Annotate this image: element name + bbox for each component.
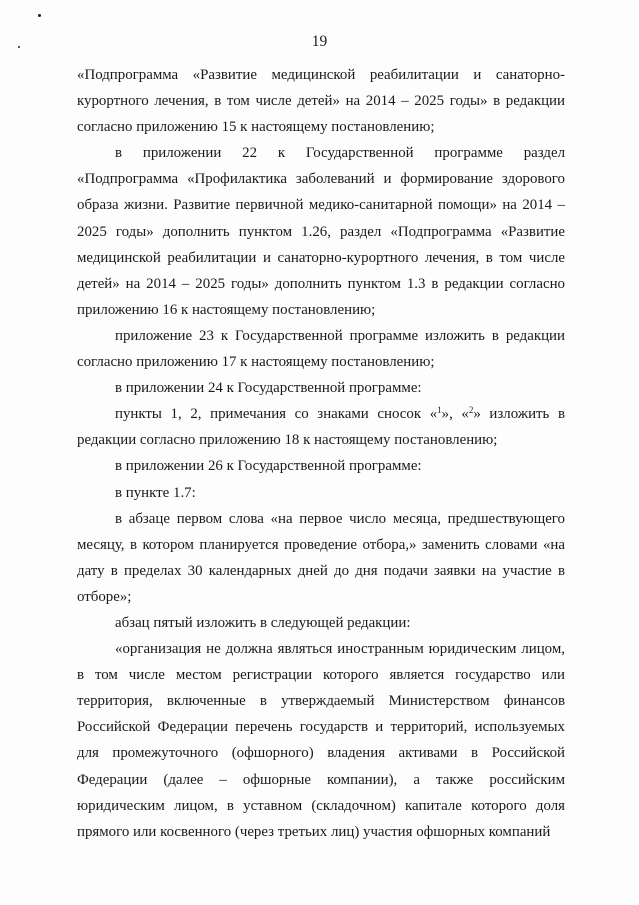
paragraph: в приложении 22 к Государственной программе раздел «Подпрограмма «Профилактика заболеваний и формирование здорового образа жизни. Развитие первичной медико-санитарной помощи» на 2014 – 2025 годы» дополнить пунктом 1.26, раздел «Подпрограмма «Развитие медицинской реабилитации и санаторно-курортного лечения, в том числе детей» на 2014 – 2025 годы» дополнить пунктом 1.3 в редакции согласно приложению 16 к настоящему постановлению; [77, 145, 565, 318]
footnote-mark: 2 [468, 405, 474, 416]
paragraph: в абзаце первом слова «на первое число месяца, предшествующего месяцу, в котором планируется проведение отбора,» заменить словами «на дату в пределах 30 календарных дней до дня подачи заявки на участие в отборе»; [77, 510, 565, 605]
paragraph: в приложении 24 к Государственной программе: [115, 380, 422, 397]
paragraph-text: » изложить в редакции согласно приложению 18 к настоящему постановлению; [77, 406, 565, 449]
paragraph: «организация не должна являться иностранным юридическим лицом, в том числе местом регистрации которого является государство или территория, включенные в утверждаемый Министерством финансов Российской Федерации перечень государств и территорий, используемых для промежуточного (офшорного) владения активами в Российской Федерации (далее – офшорные компании), а также российским юридическим лицом, в уставном (складочном) капитале которого доля прямого или косвенного (через третьих лиц) участия офшорных компаний [77, 641, 565, 840]
paragraph: в приложении 26 к Государственной программе: [115, 458, 422, 475]
paragraph: приложение 23 к Государственной программе изложить в редакции согласно приложению 17 к настоящему постановлению; [77, 327, 565, 371]
paragraph: в пункте 1.7: [115, 484, 196, 501]
footnote-mark: 1 [437, 405, 442, 416]
paragraph-with-footnote-marks [77, 401, 565, 453]
document-body [77, 62, 565, 845]
page-number: 19 [311, 33, 328, 50]
scan-speck [38, 14, 41, 17]
paragraph: «Подпрограмма «Развитие медицинской реабилитации и санаторно-курортного лечения, в том числе детей» на 2014 – 2025 годы» в редакции согласно приложению 15 к настоящему постановлению; [77, 67, 565, 136]
paragraph-text: », « [441, 406, 469, 423]
paragraph-text: пункты 1, 2, примечания со знаками сносок « [115, 406, 438, 423]
paragraph: абзац пятый изложить в следующей редакции: [115, 614, 411, 631]
